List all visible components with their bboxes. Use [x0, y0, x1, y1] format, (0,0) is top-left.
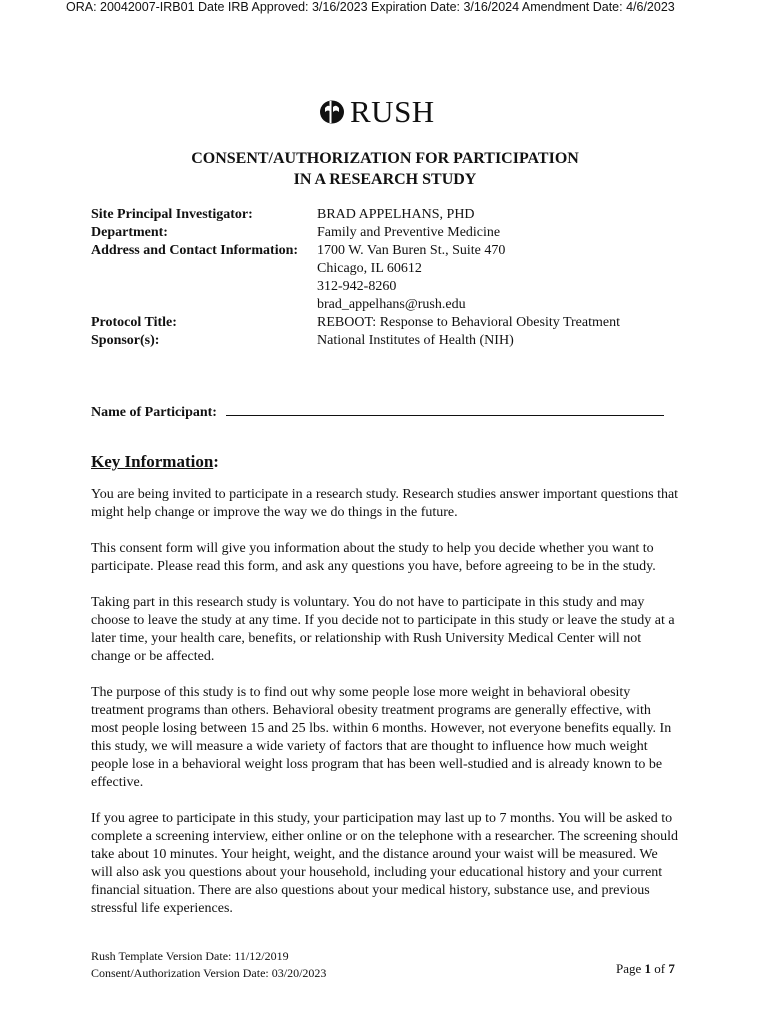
- page-prefix: Page: [616, 961, 645, 976]
- sponsor-value: National Institutes of Health (NIH): [317, 333, 514, 348]
- department-label: Department:: [91, 225, 168, 240]
- participant-name-label: Name of Participant:: [91, 405, 217, 420]
- key-information-body: [91, 486, 681, 936]
- footer-versions: [91, 948, 326, 982]
- protocol-label: Protocol Title:: [91, 315, 177, 330]
- address-line-2: Chicago, IL 60612: [317, 261, 422, 276]
- phone-number: 312-942-8260: [317, 279, 397, 294]
- address-label: Address and Contact Information:: [91, 243, 299, 258]
- paragraph: Taking part in this research study is voluntary. You do not have to participate in this study and may choose to leave the study at any time. If you decide not to participate in this study or leave the study at a later time, your health care, benefits, or relationship with Rush University Medical Center will not change or be affected.: [91, 595, 675, 664]
- address-line-1: 1700 W. Van Buren St., Suite 470: [317, 243, 506, 258]
- page-indicator: [616, 961, 675, 977]
- template-version: Rush Template Version Date: 11/12/2019: [91, 949, 289, 963]
- page-number: 1: [644, 961, 652, 976]
- pi-value: BRAD APPELHANS, PHD: [317, 207, 475, 222]
- participant-name-row: [91, 402, 664, 422]
- rush-seal-icon: [318, 99, 346, 125]
- paragraph: If you agree to participate in this study, your participation may last up to 7 months. You will be asked to complete a screening interview, either online or on the telephone with a researcher. The screening should take about 10 minutes. Your height, weight, and the distance around your waist will be measured. We will also ask you questions about your household, including your educational history and your current financial situation. There are also questions about your medical history, substance use, and previous stressful life experiences.: [91, 811, 679, 916]
- title-line-1: CONSENT/AUTHORIZATION FOR PARTICIPATION: [191, 150, 579, 167]
- participant-name-line[interactable]: [226, 402, 664, 416]
- protocol-value: REBOOT: Response to Behavioral Obesity Treatment: [317, 315, 620, 330]
- paragraph: This consent form will give you information about the study to help you decide whether you want to participate. Please read this form, and ask any questions you have, before agreeing to be in the study.: [91, 541, 656, 574]
- paragraph: You are being invited to participate in a research study. Research studies answer important questions that might help change or improve the way we do things in the future.: [91, 487, 679, 520]
- pi-label: Site Principal Investigator:: [91, 207, 253, 222]
- rush-logo: [318, 96, 435, 127]
- sponsor-label: Sponsor(s):: [91, 333, 160, 348]
- title-line-2: IN A RESEARCH STUDY: [293, 171, 477, 188]
- department-value: Family and Preventive Medicine: [317, 225, 501, 240]
- rush-logo-text: RUSH: [350, 94, 435, 129]
- irb-header: ORA: 20042007-IRB01 Date IRB Approved: 3/16/2023 Expiration Date: 3/16/2024 Amendment Date: 4/6/2023: [66, 0, 675, 14]
- paragraph: The purpose of this study is to find out why some people lose more weight in behavioral obesity treatment programs than others. Behavioral obesity treatment programs are generally effective, with most people losing between 15 and 25 lbs. within 6 months. However, not everyone benefits equally. In this study, we will measure a wide variety of factors that are thought to influence how much weight people lose in a behavioral weight loss program that has been well-studied and is already known to be effective.: [91, 685, 672, 790]
- key-information-heading: [91, 452, 219, 472]
- page-of: of: [651, 961, 669, 976]
- page-total: 7: [668, 961, 675, 976]
- key-information-colon: :: [213, 452, 219, 471]
- email-address: brad_appelhans@rush.edu: [317, 297, 466, 312]
- study-info-table: [91, 206, 620, 350]
- document-title: [0, 148, 770, 190]
- consent-version: Consent/Authorization Version Date: 03/20/2023: [91, 966, 327, 980]
- key-information-title: Key Information: [91, 452, 214, 471]
